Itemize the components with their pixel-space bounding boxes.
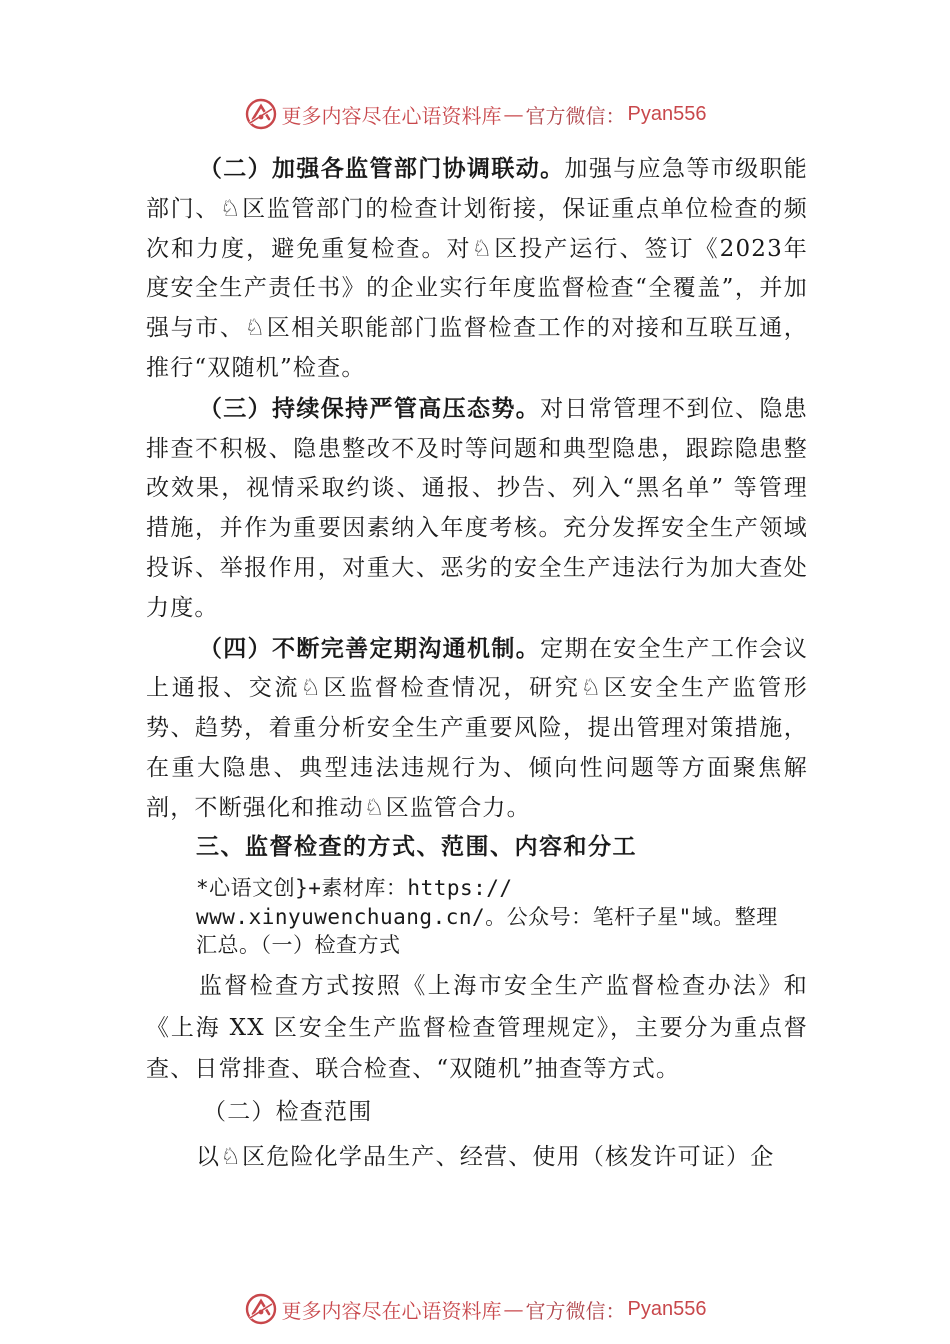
paragraph-lead: （二）加强各监管部门协调联动。 bbox=[198, 155, 565, 182]
paragraph-high-pressure bbox=[146, 389, 808, 629]
wechat-label: 官方微信： bbox=[525, 103, 626, 128]
header-banner bbox=[0, 94, 950, 134]
brand-text: 更多内容尽在心语资料库 bbox=[281, 1298, 502, 1323]
paragraph-communication bbox=[146, 629, 808, 829]
scope-heading: （二）检查范围 bbox=[203, 1099, 373, 1125]
banner-dash: — bbox=[503, 1297, 524, 1321]
paragraph-body: 定期在安全生产工作会议上通报、交流♘区监督检查情况，研究♘区安全生产监管形势、趋势，着重分析安全生产重要风险，提出管理对策措施，在重大隐患、典型违法违规行为、倾向性问题等方面聚焦解剖，不断强化和推动♘区监管合力。 bbox=[146, 635, 808, 821]
source-note-line: *心语文创}+素材库：https:// bbox=[196, 876, 513, 900]
wechat-id: Pyan556 bbox=[627, 1297, 707, 1320]
brand-text: 更多内容尽在心语资料库 bbox=[281, 103, 502, 128]
paragraph-method: 监督检查方式按照《上海市安全生产监督检查办法》和《上海 XX 区安全生产监督检查管理规定》，主要分为重点督查、日常排查、联合检查、“双随机”抽查等方式。 bbox=[146, 973, 808, 1082]
source-note-line: www.xinyuwenchuang.cn/。公众号：笔杆子星"域。整理 bbox=[196, 904, 778, 929]
source-note-line: 汇总。（一）检查方式 bbox=[196, 933, 401, 957]
paragraph-scope: 以♘区危险化学品生产、经营、使用（核发许可证）企 bbox=[196, 1144, 775, 1170]
brand-logo-icon bbox=[244, 1292, 278, 1326]
paragraph-body: 对日常管理不到位、隐患排查不积极、隐患整改不及时等问题和典型隐患，跟踪隐患整改效果，视情采取约谈、通报、抄告、列入“黑名单” 等管理措施，并作为重要因素纳入年度考核。充分发挥安全生产领域投诉、举报作用，对重大、恶劣的安全生产违法行为加大查处力度。 bbox=[146, 395, 808, 621]
body-paragraphs bbox=[146, 149, 808, 829]
wechat-id: Pyan556 bbox=[627, 102, 707, 125]
footer-banner bbox=[0, 1289, 950, 1329]
banner-dash: — bbox=[503, 102, 524, 126]
paragraph-coordination bbox=[146, 149, 808, 389]
paragraph-lead: （三）持续保持严管高压态势。 bbox=[198, 394, 541, 422]
method-block bbox=[146, 966, 808, 1091]
brand-logo-icon bbox=[244, 97, 278, 131]
source-note bbox=[196, 874, 826, 960]
section-heading: 三、监督检查的方式、范围、内容和分工 bbox=[196, 834, 637, 860]
paragraph-lead: （四）不断完善定期沟通机制。 bbox=[198, 634, 541, 662]
wechat-label: 官方微信： bbox=[525, 1298, 626, 1323]
paragraph-body: 加强与应急等市级职能部门、♘区监管部门的检查计划衔接，保证重点单位检查的频次和力度，避免重复检查。对♘区投产运行、签订《2023年度安全生产责任书》的企业实行年度监督检查“全覆盖”，并加强与市、♘区相关职能部门监督检查工作的对接和互联互通，推行“双随机”检查。 bbox=[146, 156, 809, 381]
